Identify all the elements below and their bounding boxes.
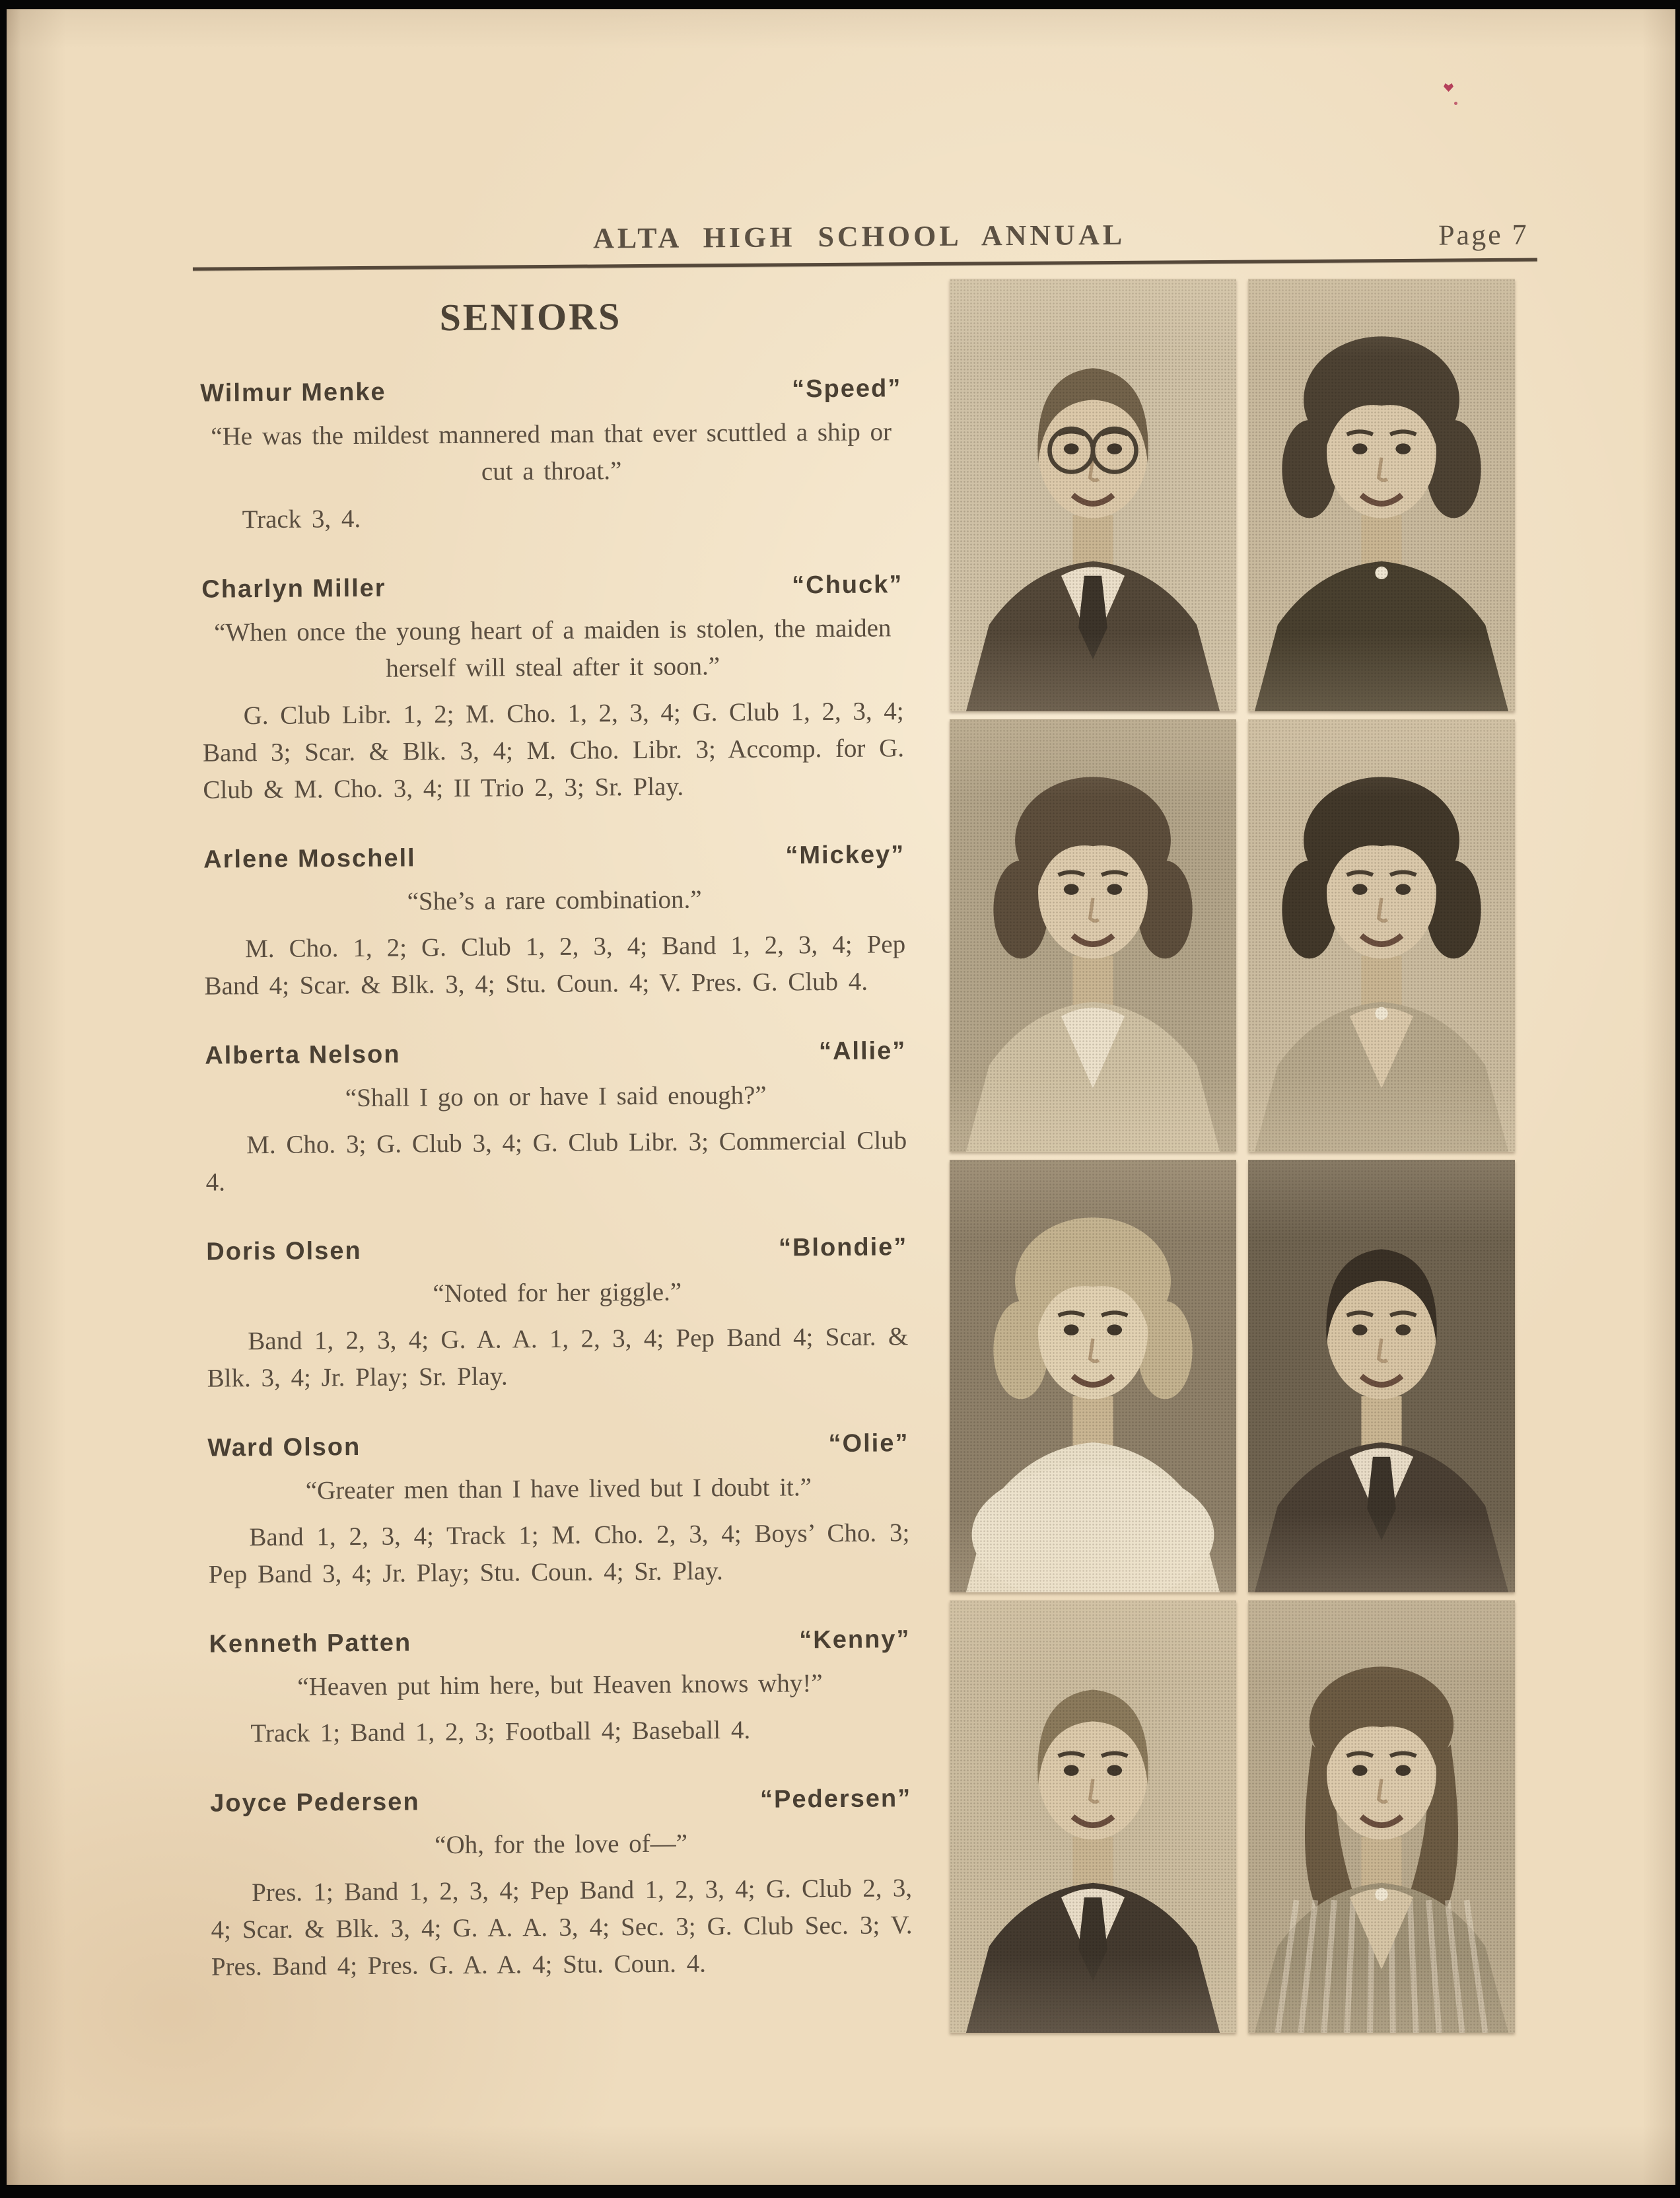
student-entry [206, 1233, 909, 1397]
portrait-photo [950, 1600, 1236, 2033]
student-entry-header [206, 1233, 907, 1266]
student-quote: “Oh, for the love of—” [435, 1829, 688, 1860]
student-entry-header [209, 1625, 910, 1658]
student-entry-header [205, 1037, 906, 1070]
student-nickname: “Speed” [792, 374, 902, 404]
page-header-title: ALTA HIGH SCHOOL ANNUAL [593, 218, 1126, 255]
portrait-photo [1248, 1600, 1515, 2033]
student-name: Kenneth Patten [209, 1629, 412, 1658]
student-name: Arlene Moschell [203, 844, 416, 874]
student-nickname: “Mickey” [785, 841, 905, 870]
student-name: Alberta Nelson [205, 1040, 401, 1070]
red-ink-speck [1454, 102, 1457, 105]
student-activities: Band 1, 2, 3, 4; Track 1; M. Cho. 2, 3, 4; Boys’ Cho. 3; Pep Band 3, 4; Jr. Play; Stu. Coun. 4; Sr. Play. [208, 1518, 910, 1589]
student-entry [205, 1037, 907, 1201]
student-nickname: “Kenny” [799, 1625, 911, 1654]
student-entry [201, 571, 904, 808]
student-activities: M. Cho. 1, 2; G. Club 1, 2, 3, 4; Band 1, 2, 3, 4; Pep Band 4; Scar. & Blk. 3, 4; Stu. Coun. 4; V. Pres. G. Club 4. [204, 930, 906, 1001]
portrait-photo [950, 1160, 1236, 1592]
student-entry-header [207, 1429, 909, 1462]
student-entry [200, 374, 903, 538]
portrait-photo [1248, 1160, 1515, 1592]
student-activities: G. Club Libr. 1, 2; M. Cho. 1, 2, 3, 4; G. Club 1, 2, 3, 4; Band 3; Scar. & Blk. 3, 4; M. Cho. Libr. 3; Accomp. for G. Club & M. Cho. 3, 4; II Trio 2, 3; Sr. Play. [202, 697, 905, 804]
student-entry-header [200, 374, 901, 408]
student-nickname: “Olie” [828, 1429, 909, 1458]
portrait-photo [950, 719, 1236, 1152]
student-quote: “He was the mildest mannered man that ever scuttled a ship or cut a throat.” [211, 417, 892, 486]
student-nickname: “Chuck” [792, 571, 903, 600]
portrait-silhouette-icon [1248, 1160, 1515, 1592]
portrait-photo [1248, 719, 1515, 1152]
portrait-silhouette-icon [1248, 719, 1515, 1152]
portrait-silhouette-icon [1248, 1600, 1515, 2033]
portrait-photo [950, 279, 1236, 711]
text-column [199, 292, 913, 2022]
portrait-photo [1248, 279, 1515, 711]
student-entry-header [203, 841, 905, 874]
student-entry [209, 1625, 911, 1752]
student-nickname: “Pedersen” [759, 1785, 912, 1814]
student-entry [203, 841, 906, 1005]
paper-background [7, 9, 1675, 2185]
portrait-silhouette-icon [950, 719, 1236, 1152]
portrait-photo-grid [950, 279, 1515, 2033]
student-name: Doris Olsen [206, 1236, 362, 1266]
page-number: Page 7 [1438, 218, 1529, 252]
section-title: SENIORS [439, 295, 622, 339]
student-activities: Track 3, 4. [242, 504, 361, 534]
student-entry [207, 1429, 910, 1593]
student-entry [210, 1785, 913, 1985]
portrait-silhouette-icon [950, 279, 1236, 711]
student-activities: Track 1; Band 1, 2, 3; Football 4; Baseball 4. [250, 1715, 751, 1748]
student-entry-header [210, 1785, 911, 1818]
student-name: Wilmur Menke [200, 378, 386, 408]
student-quote: “Shall I go on or have I said enough?” [345, 1081, 767, 1113]
student-name: Charlyn Miller [201, 574, 386, 604]
student-activities: M. Cho. 3; G. Club 3, 4; G. Club Libr. 3; Commercial Club 4. [205, 1126, 907, 1197]
student-activities: Pres. 1; Band 1, 2, 3, 4; Pep Band 1, 2, 3, 4; G. Club 2, 3, 4; Scar. & Blk. 3, 4; G. A. A. 3, 4; Sec. 3; G. Club Sec. 3; V. Pres. Band 4; Pres. G. A. A. 4; Stu. Coun. 4. [211, 1874, 913, 1981]
student-name: Ward Olson [207, 1433, 361, 1462]
header-rule [193, 258, 1537, 271]
student-activities: Band 1, 2, 3, 4; G. A. A. 1, 2, 3, 4; Pep Band 4; Scar. & Blk. 3, 4; Jr. Play; Sr. Play. [207, 1322, 909, 1393]
student-quote: “When once the young heart of a maiden is stolen, the maiden herself will steal after it soon.” [213, 614, 892, 683]
student-quote: “Greater men than I have lived but I doubt it.” [305, 1473, 812, 1505]
student-entry-header [201, 571, 903, 604]
portrait-silhouette-icon [950, 1600, 1236, 2033]
portrait-silhouette-icon [950, 1160, 1236, 1592]
portrait-silhouette-icon [1248, 279, 1515, 711]
student-quote: “Noted for her giggle.” [433, 1277, 682, 1308]
student-nickname: “Allie” [818, 1037, 907, 1066]
student-nickname: “Blondie” [778, 1233, 908, 1262]
student-name: Joyce Pedersen [210, 1788, 420, 1818]
student-quote: “Heaven put him here, but Heaven knows why!” [297, 1669, 823, 1701]
student-quote: “She’s a rare combination.” [407, 885, 702, 916]
student-list [200, 374, 913, 1985]
